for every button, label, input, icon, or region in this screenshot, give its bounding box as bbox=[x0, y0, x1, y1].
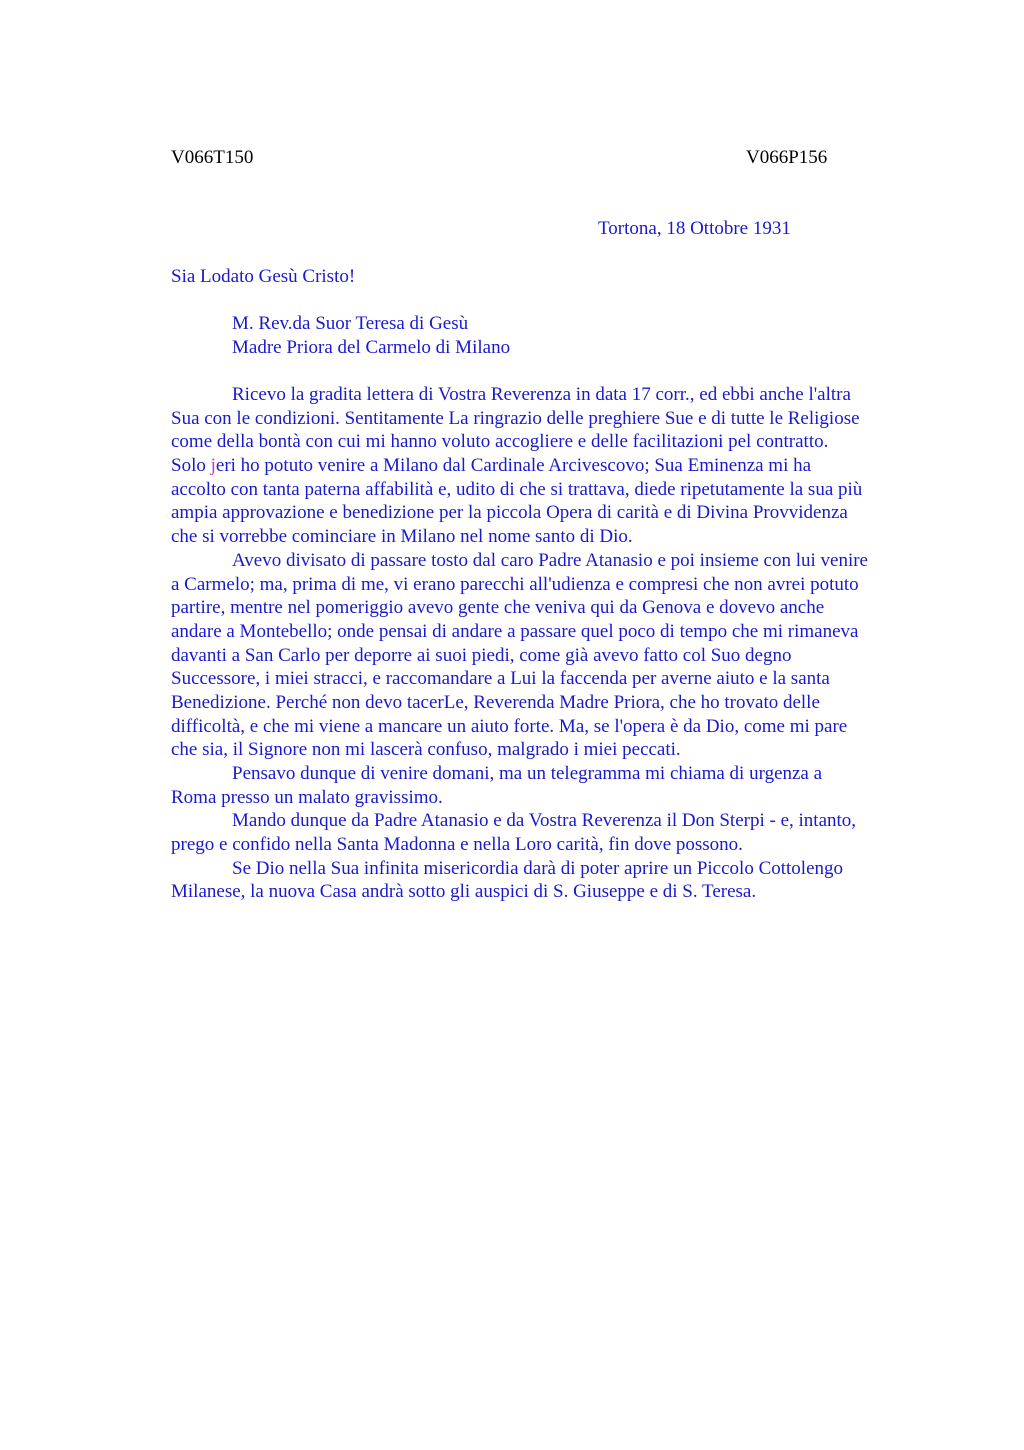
body-line: Mando dunque da Padre Atanasio e da Vostra Reverenza il Don Sterpi - e, intanto, bbox=[232, 810, 857, 832]
body-line: prego e confido nella Santa Madonna e nella Loro carità, fin dove possono. bbox=[171, 834, 743, 856]
document-code-left: V066T150 bbox=[171, 147, 254, 168]
body-line: davanti a San Carlo per deporre ai suoi piedi, come già avevo fatto col Suo degno bbox=[171, 644, 792, 666]
body-line: Benedizione. Perché non devo tacerLe, Reverenda Madre Priora, che ho trovato delle bbox=[171, 691, 820, 713]
highlighted-character: j bbox=[210, 455, 216, 477]
body-line: Se Dio nella Sua infinita misericordia darà di poter aprire un Piccolo Cottolengo bbox=[232, 857, 844, 879]
body-line: Sua con le condizioni. Sentitamente La ringrazio delle preghiere Sue e di tutte le Religiose bbox=[171, 407, 860, 429]
letter-body bbox=[171, 383, 951, 904]
body-line: che sia, il Signore non mi lascerà confuso, malgrado i miei peccati. bbox=[171, 739, 681, 761]
body-line-text: eri ho potuto venire a Milano dal Cardinale Arcivescovo; Sua Eminenza mi ha bbox=[215, 455, 812, 477]
body-line: ampia approvazione e benedizione per la piccola Opera di carità e di Divina Provvidenza bbox=[171, 502, 848, 524]
body-line: Milanese, la nuova Casa andrà sotto gli auspici di S. Giuseppe e di S. Teresa. bbox=[171, 881, 757, 903]
body-line: a Carmelo; ma, prima di me, vi erano parecchi all'udienza e compresi che non avrei potuto bbox=[171, 573, 859, 595]
body-line: Avevo divisato di passare tosto dal caro Padre Atanasio e poi insieme con lui venire bbox=[232, 549, 868, 571]
body-line: come della bontà con cui mi hanno voluto accogliere e delle facilitazioni pel contratto. bbox=[171, 431, 829, 453]
recipient-block bbox=[232, 312, 510, 359]
recipient-line: M. Rev.da Suor Teresa di Gesù bbox=[232, 313, 469, 334]
body-line: andare a Montebello; onde pensai di andare a passare quel poco di tempo che mi rimaneva bbox=[171, 620, 859, 642]
body-line: Pensavo dunque di venire domani, ma un telegramma mi chiama di urgenza a bbox=[232, 763, 823, 784]
body-line: Successore, i miei stracci, e raccomandare a Lui la faccenda per averne aiuto e la santa bbox=[171, 668, 830, 690]
body-line: partire, mentre nel pomeriggio avevo gente che veniva qui da Genova e dovevo anche bbox=[171, 597, 825, 619]
body-line: Roma presso un malato gravissimo. bbox=[171, 786, 443, 808]
body-line: Ricevo la gradita lettera di Vostra Reverenza in data 17 corr., ed ebbi anche l'altra bbox=[232, 384, 851, 405]
body-line bbox=[171, 454, 951, 478]
recipient-line: Madre Priora del Carmelo di Milano bbox=[232, 336, 511, 358]
body-line: che si vorrebbe cominciare in Milano nel nome santo di Dio. bbox=[171, 526, 633, 548]
greeting: Sia Lodato Gesù Cristo! bbox=[171, 266, 356, 287]
body-line: difficoltà, e che mi viene a mancare un aiuto forte. Ma, se l'opera è da Dio, come mi pare bbox=[171, 715, 848, 737]
body-line: accolto con tanta paterna affabilità e, udito di che si trattava, diede ripetutamente la sua più bbox=[171, 478, 863, 500]
document-code-right: V066P156 bbox=[746, 147, 828, 168]
body-line-prefix: Solo bbox=[171, 455, 211, 477]
place-date: Tortona, 18 Ottobre 1931 bbox=[598, 218, 791, 239]
